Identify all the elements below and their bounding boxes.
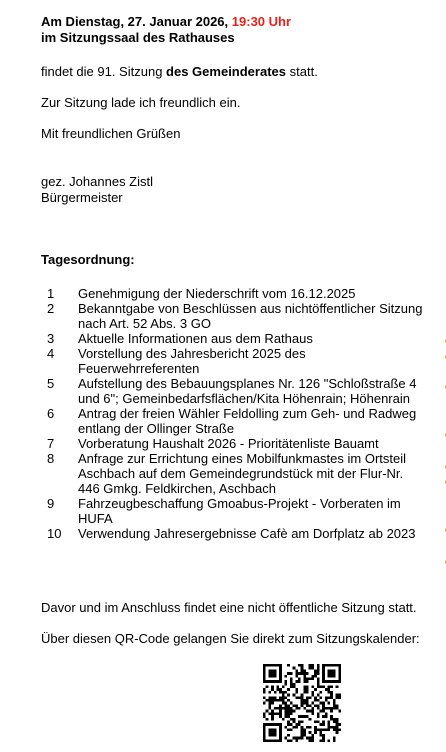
agenda-item-text: Verwendung Jahresergebnisse Cafè am Dorfplatz ab 2023	[78, 526, 416, 541]
meeting-date: Am Dienstag, 27. Januar 2026,	[41, 14, 229, 29]
agenda-item-text: Vorberatung Haushalt 2026 - Prioritätenliste Bauamt	[78, 436, 379, 451]
session-line	[41, 64, 318, 79]
agenda-item	[41, 436, 441, 451]
session-suffix: statt.	[289, 64, 318, 79]
agenda-item	[41, 286, 441, 301]
agenda-item-text: Antrag der freien Wähler Feldolling zum Geh- und Radweg entlang der Ollinger Straße	[78, 406, 417, 436]
agenda-item-text: Aktuelle Informationen aus dem Rathaus	[78, 331, 313, 346]
agenda-item-text: Genehmigung der Niederschrift vom 16.12.2025	[78, 286, 356, 301]
agenda-item-number: 6	[47, 406, 55, 421]
agenda-item-text: Vorstellung des Jahresbericht 2025 des Feuerwehrreferenten	[78, 346, 306, 376]
signature-name: gez. Johannes Zistl	[41, 174, 154, 189]
meeting-date-line	[41, 14, 291, 29]
agenda-item	[41, 301, 441, 331]
agenda-item-number: 10	[47, 526, 62, 541]
meeting-location: im Sitzungssaal des Rathauses	[41, 30, 235, 45]
sitzungskalender-qr-code[interactable]	[263, 664, 341, 742]
agenda-heading: Tagesordnung:	[41, 252, 135, 267]
agenda-item	[41, 526, 441, 541]
meeting-time: 19:30 Uhr	[231, 14, 292, 29]
agenda-item-text: Fahrzeugbeschaffung Gmoabus-Projekt - Vorberaten im HUFA	[78, 496, 401, 526]
agenda-item-number: 2	[47, 301, 55, 316]
agenda-item-text: Bekanntgabe von Beschlüssen aus nichtöffentlicher Sitzung nach Art. 52 Abs. 3 GO	[78, 301, 423, 331]
agenda-item	[41, 331, 441, 346]
agenda-item-number: 9	[47, 496, 55, 511]
agenda-item-text: Anfrage zur Errichtung eines Mobilfunkmastes im Ortsteil Aschbach auf dem Gemeindegrundstück mit der Flur-Nr. 446 Gmkg. Feldkirchen, Aschbach	[78, 451, 407, 496]
agenda-item	[41, 496, 441, 526]
agenda-item-number: 5	[47, 376, 55, 391]
qr-intro-text: Über diesen QR-Code gelangen Sie direkt zum Sitzungskalender:	[41, 631, 420, 646]
agenda-item	[41, 346, 441, 376]
closed-session-note: Davor und im Anschluss findet eine nicht öffentliche Sitzung statt.	[41, 600, 417, 615]
agenda-item-text: Aufstellung des Bebauungsplanes Nr. 126 "Schloßstraße 4 und 6"; Gemeinbedarfsflächen/Kita Höhenrain; Höhenrain	[78, 376, 417, 406]
agenda-item-number: 4	[47, 346, 55, 361]
session-prefix: findet die 91. Sitzung	[41, 64, 163, 79]
greeting-text: Mit freundlichen Grüßen	[41, 126, 181, 141]
invite-text: Zur Sitzung lade ich freundlich ein.	[41, 95, 241, 110]
agenda-item	[41, 451, 441, 496]
session-body: des Gemeinderates	[166, 64, 286, 79]
agenda-item	[41, 406, 441, 436]
agenda-list	[41, 286, 441, 541]
agenda-item-number: 7	[47, 436, 55, 451]
agenda-item	[41, 376, 441, 406]
agenda-item-number: 3	[47, 331, 55, 346]
signature-title: Bürgermeister	[41, 190, 123, 205]
agenda-item-number: 1	[47, 286, 55, 301]
agenda-item-number: 8	[47, 451, 55, 466]
